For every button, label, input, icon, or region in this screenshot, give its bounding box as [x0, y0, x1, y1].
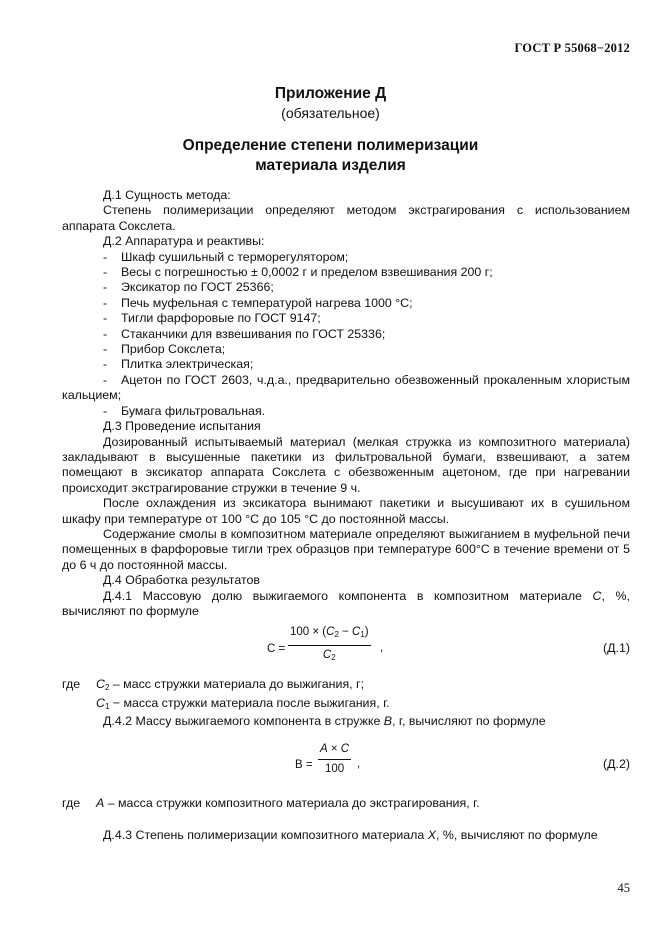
- formula-d1-fraction: [288, 625, 371, 665]
- d1-heading: Д.1 Сущность метода:: [103, 188, 231, 202]
- d43-paragraph: Д.4.3 Степень полимеризации композитного материала Х, %, вычисляют по формуле: [103, 828, 598, 842]
- d3-heading: Д.3 Проведение испытания: [103, 419, 261, 434]
- list-item: - Плитка электрическая;: [103, 357, 254, 372]
- formula-d2-comma: ,: [357, 757, 361, 770]
- d41-paragraph: Д.4.1 Массовую долю выжигаемого компонента в композитном материале С, %, вычисляют по формуле: [62, 588, 630, 618]
- where-word: где: [62, 677, 81, 692]
- list-item: - Шкаф сушильный с терморегулятором;: [103, 249, 349, 264]
- section-title-line-1: Определение степени полимеризации: [182, 137, 479, 154]
- list-dash: -: [103, 311, 108, 326]
- page-number: 45: [617, 881, 630, 895]
- appendix-subtitle: (обязательное): [281, 105, 380, 121]
- where-word: где: [62, 795, 81, 810]
- where-c2: где $С_2$ – масс стружки материала до выжигания, г;: [62, 677, 365, 693]
- d3-paragraph-1: Дозированный испытываемый материал (мелкая стружка из композитного материала) закладывают в высушенные пакетики из фильтровальной бумаги, взвешивают, а затем помещают в эксикатор аппарата Сокслета с обезвоженным ацетоном, где при нагревании происходит экстрагирование стружки в течение 9 ч.: [62, 434, 630, 495]
- formula-d1-numerator: $100 \times (С_2 - С_1)$: [288, 625, 371, 645]
- list-dash: -: [103, 326, 108, 341]
- formula-d1-number: (Д.1): [603, 641, 630, 656]
- list-item: - Стаканчики для взвешивания по ГОСТ 25336;: [103, 326, 386, 341]
- d2-heading: Д.2 Аппаратура и реактивы:: [103, 234, 265, 249]
- list-item: - Весы с погрешностью ± 0,0002 г и пределом взвешивания 200 г;: [103, 265, 493, 280]
- d4-heading: Д.4 Обработка результатов: [103, 573, 260, 588]
- formula-d2-fraction: [318, 742, 351, 778]
- formula-d1-denominator: $С_2$: [322, 648, 336, 662]
- where-c1: $С_1$ − масса стружки материала после выжигания, г.: [96, 695, 390, 711]
- list-item: - Ацетон по ГОСТ 2603, ч.д.а., предварительно обезвоженный прокаленным хлористым кальцием;: [62, 372, 630, 403]
- list-dash: -: [103, 357, 108, 372]
- list-dash: -: [103, 249, 108, 264]
- section-title: [0, 136, 661, 176]
- formula-d2-lhs: В =: [295, 758, 313, 771]
- appendix-title: Приложение Д: [274, 85, 387, 102]
- list-item: - Бумага фильтровальная.: [103, 403, 266, 418]
- list-dash: -: [103, 265, 108, 280]
- list-item: - Тигли фарфоровые по ГОСТ 9147;: [103, 311, 321, 326]
- d3-paragraph-3: Содержание смолы в композитном материале определяют выжиганием в муфельной печи помещенных в фарфоровые тигли трех образцов при температуре 600°С в течение времени от 5 до 6 ч до постоянной массы.: [62, 526, 630, 572]
- d1-text: Степень полимеризации определяют методом экстрагирования с использованием аппарата Сокслета.: [62, 203, 630, 233]
- list-dash: -: [103, 403, 108, 418]
- formula-d1-lhs: С =: [267, 643, 286, 656]
- list-item: - Эксикатор по ГОСТ 25366;: [103, 280, 274, 295]
- formula-d1-comma: ,: [380, 642, 384, 655]
- formula-d2: [62, 742, 630, 786]
- section-title-line-2: материала изделия: [255, 157, 406, 174]
- d3-paragraph-2: После охлаждения из эксикатора вынимают пакетики и высушивают их в сушильном шкафу при температуре от 100 °С до 105 °С до постоянной массы.: [62, 496, 630, 526]
- list-item: - Печь муфельная с температурой нагрева 1000 °С;: [103, 295, 413, 310]
- list-dash: -: [103, 342, 108, 357]
- formula-d1: [62, 625, 630, 675]
- document-body: [62, 188, 630, 843]
- formula-d2-denominator: 100: [324, 763, 345, 775]
- formula-d2-numerator: А × С: [318, 742, 351, 760]
- list-item: - Прибор Сокслета;: [103, 342, 226, 357]
- formula-d2-number: (Д.2): [603, 756, 630, 771]
- document-code: ГОСТ Р 55068−2012: [514, 41, 630, 55]
- list-dash: -: [103, 280, 108, 295]
- list-dash: -: [103, 295, 108, 310]
- where-a: где А – масса стружки композитного материала до экстрагирования, г.: [62, 795, 480, 810]
- list-dash: -: [103, 372, 108, 387]
- d42-paragraph: Д.4.2 Массу выжигаемого компонента в стружке В, г, вычисляют по формуле: [103, 714, 546, 729]
